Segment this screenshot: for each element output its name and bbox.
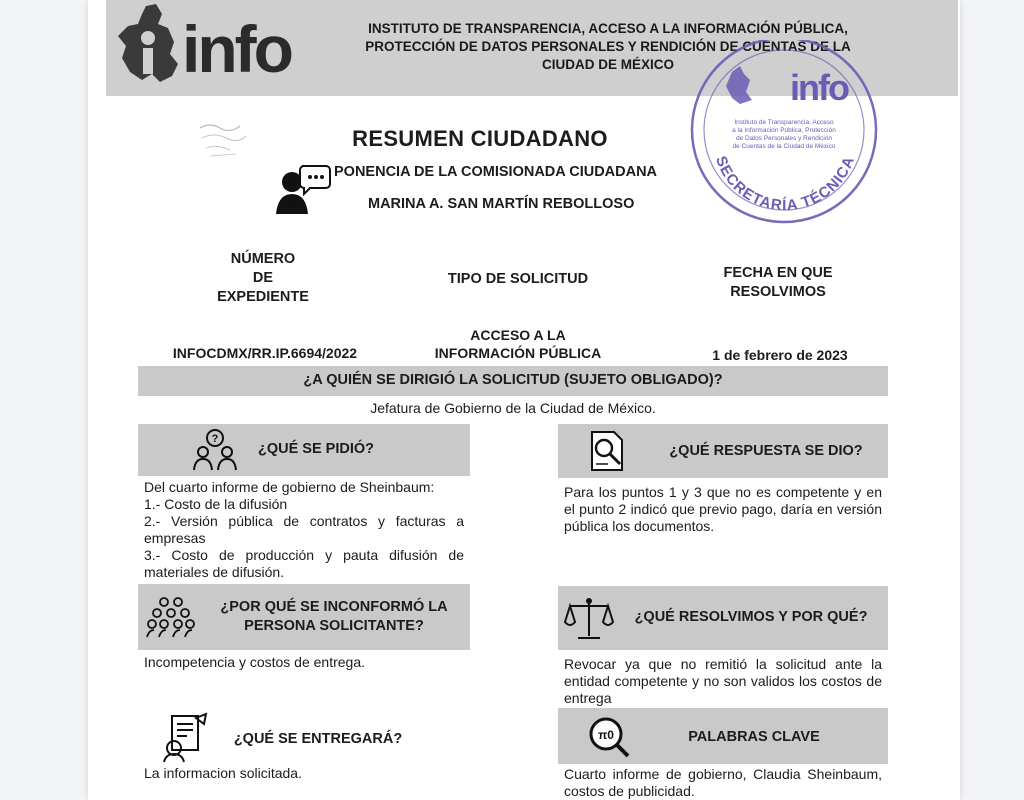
inconformo-band bbox=[138, 584, 470, 650]
expediente-label bbox=[198, 250, 328, 307]
info-logo bbox=[112, 2, 312, 88]
stamp-arc-text: SECRETARÍA TÉCNICA bbox=[711, 153, 859, 215]
crowd-icon bbox=[146, 596, 196, 638]
institute-line: CIUDAD DE MÉXICO bbox=[541, 57, 674, 72]
scales-icon bbox=[564, 596, 614, 642]
text-line: Del cuarto informe de gobierno de Sheinbaum: bbox=[144, 479, 435, 495]
palabras-text: Cuarto informe de gobierno, Claudia Sheinbaum, costos de publicidad. bbox=[564, 766, 882, 799]
stamp-logo-text: info bbox=[790, 67, 848, 108]
sujeto-value: Jefatura de Gobierno de la Ciudad de México. bbox=[370, 400, 656, 416]
text-line: 3.- Costo de producción y pauta difusión de materiales de difusión. bbox=[144, 547, 464, 580]
sujeto-heading: ¿A QUIÉN SE DIRIGIÓ LA SOLICITUD (SUJETO OBLIGADO)? bbox=[303, 372, 723, 388]
svg-text:?: ? bbox=[211, 433, 219, 445]
entregara-text: La informacion solicitada. bbox=[144, 765, 302, 781]
question-people-icon bbox=[192, 428, 238, 472]
delivery-document-icon bbox=[160, 712, 212, 764]
institute-line: PROTECCIÓN DE DATOS PERSONALES Y RENDICIÓN DE CUENTAS DE LA bbox=[365, 39, 851, 54]
logo-word: info bbox=[182, 12, 291, 86]
key-search-icon bbox=[586, 714, 632, 758]
ponencia-line-1: PONENCIA DE LA COMISIONADA CIUDADANA bbox=[334, 164, 658, 180]
institute-line: INSTITUTO DE TRANSPARENCIA, ACCESO A LA INFORMACIÓN PÚBLICA, bbox=[368, 21, 848, 36]
label-line: RESOLVIMOS bbox=[730, 284, 826, 300]
pidio-band bbox=[138, 424, 470, 476]
institute-name bbox=[318, 20, 898, 74]
respuesta-band bbox=[558, 424, 888, 478]
fecha-label bbox=[688, 264, 868, 302]
fecha-value: 1 de febrero de 2023 bbox=[712, 347, 848, 363]
title-line: ¿POR QUÉ SE INCONFORMÓ LA bbox=[220, 599, 448, 615]
tipo-value bbox=[418, 326, 618, 362]
stamp-line: de Datos Personales y Rendición bbox=[735, 135, 833, 142]
svg-text:π0: π0 bbox=[598, 728, 614, 742]
entregara-title: ¿QUÉ SE ENTREGARÁ? bbox=[233, 731, 403, 747]
sujeto-band bbox=[138, 366, 888, 396]
value-line: INFORMACIÓN PÚBLICA bbox=[434, 345, 602, 361]
document-title: RESUMEN CIUDADANO bbox=[352, 126, 608, 151]
document-search-icon bbox=[586, 430, 630, 472]
cdmx-map-icon bbox=[112, 2, 192, 88]
palabras-title: PALABRAS CLAVE bbox=[688, 729, 820, 745]
text-line: 2.- Versión pública de contratos y facturas a empresas bbox=[144, 513, 464, 546]
stamp-line: de Cuentas de la Ciudad de México bbox=[732, 143, 836, 150]
document-page bbox=[88, 0, 960, 800]
label-line: DE bbox=[252, 270, 274, 286]
text-line: 1.- Costo de la difusión bbox=[144, 496, 288, 512]
handwritten-mark bbox=[196, 118, 252, 162]
pidio-text bbox=[144, 479, 464, 581]
respuesta-text: Para los puntos 1 y 3 que no es competente y en el punto 2 indicó que previo pago, daría en versión pública los documentos. bbox=[564, 484, 882, 534]
stamp-line: Instituto de Transparencia, Acceso bbox=[734, 119, 834, 126]
respuesta-title: ¿QUÉ RESPUESTA SE DIO? bbox=[669, 443, 863, 459]
tipo-label: TIPO DE SOLICITUD bbox=[447, 271, 589, 287]
expediente-value: INFOCDMX/RR.IP.6694/2022 bbox=[172, 345, 358, 361]
value-line: ACCESO A LA bbox=[470, 327, 566, 343]
palabras-band bbox=[558, 708, 888, 764]
title-line: PERSONA SOLICITANTE? bbox=[244, 618, 424, 634]
resolvimos-text: Revocar ya que no remitió la solicitud ante la entidad competente y no son validos los costos de entrega bbox=[564, 656, 882, 706]
label-line: FECHA EN QUE bbox=[723, 265, 833, 281]
resolvimos-band bbox=[558, 586, 888, 650]
inconformo-title bbox=[204, 598, 464, 636]
resolvimos-title: ¿QUÉ RESOLVIMOS Y POR QUÉ? bbox=[634, 609, 868, 625]
ponencia-line-2: MARINA A. SAN MARTÍN REBOLLOSO bbox=[368, 196, 635, 212]
stamp-line: a la Información Pública, Protección bbox=[732, 127, 836, 134]
commissioner-icon bbox=[272, 162, 332, 216]
inconformo-text: Incompetencia y costos de entrega. bbox=[144, 654, 366, 670]
label-line: NÚMERO bbox=[230, 251, 296, 267]
label-line: EXPEDIENTE bbox=[217, 289, 309, 305]
pidio-title: ¿QUÉ SE PIDIÓ? bbox=[257, 441, 374, 457]
